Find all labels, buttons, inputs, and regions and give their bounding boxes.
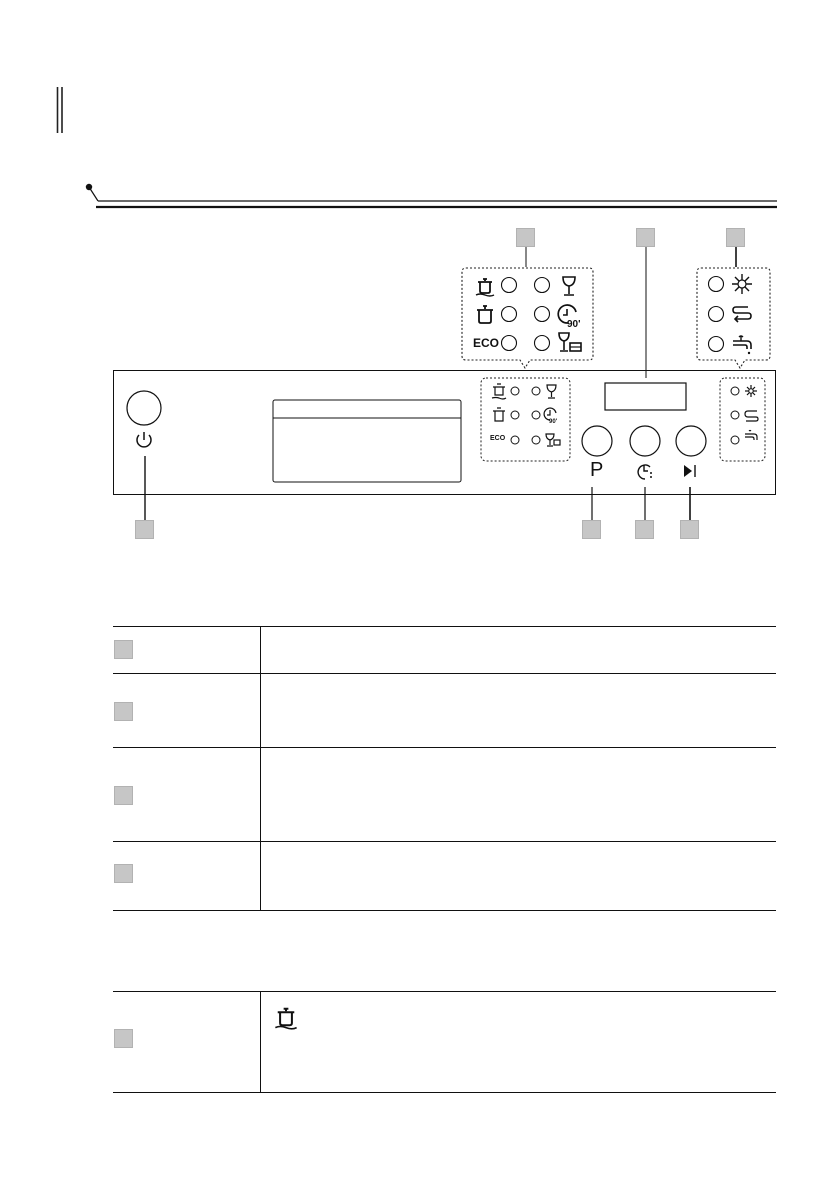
pot-icon [474, 303, 496, 325]
program-table [113, 991, 776, 1093]
delay-button[interactable] [630, 426, 660, 456]
wine-glass-icon [561, 275, 577, 297]
program-button[interactable] [582, 426, 612, 456]
eco-label: ECO [473, 336, 500, 350]
start-pause-button[interactable] [676, 426, 706, 456]
svg-text:90': 90' [549, 419, 558, 425]
pot-steam-icon [474, 275, 496, 297]
control-panel [113, 370, 776, 495]
clock-90-label: 90' [567, 319, 581, 329]
table-row-marker [114, 640, 133, 659]
table-row-marker [114, 702, 133, 721]
water-tap-icon [731, 333, 755, 355]
program-button-symbol: P [590, 459, 604, 481]
salt-refill-icon [731, 304, 753, 324]
display-window [605, 383, 686, 410]
table-row-marker [114, 864, 133, 883]
eco-label-small: ECO [490, 435, 506, 442]
controls-table [113, 626, 776, 911]
table-row-marker [114, 786, 133, 805]
power-button[interactable] [127, 391, 161, 425]
rinse-aid-icon [731, 273, 753, 295]
clock-90-icon [556, 303, 584, 329]
table-row-marker [114, 1029, 133, 1048]
pot-steam-icon [273, 1004, 299, 1030]
glass-and-plate-icon [557, 331, 583, 355]
